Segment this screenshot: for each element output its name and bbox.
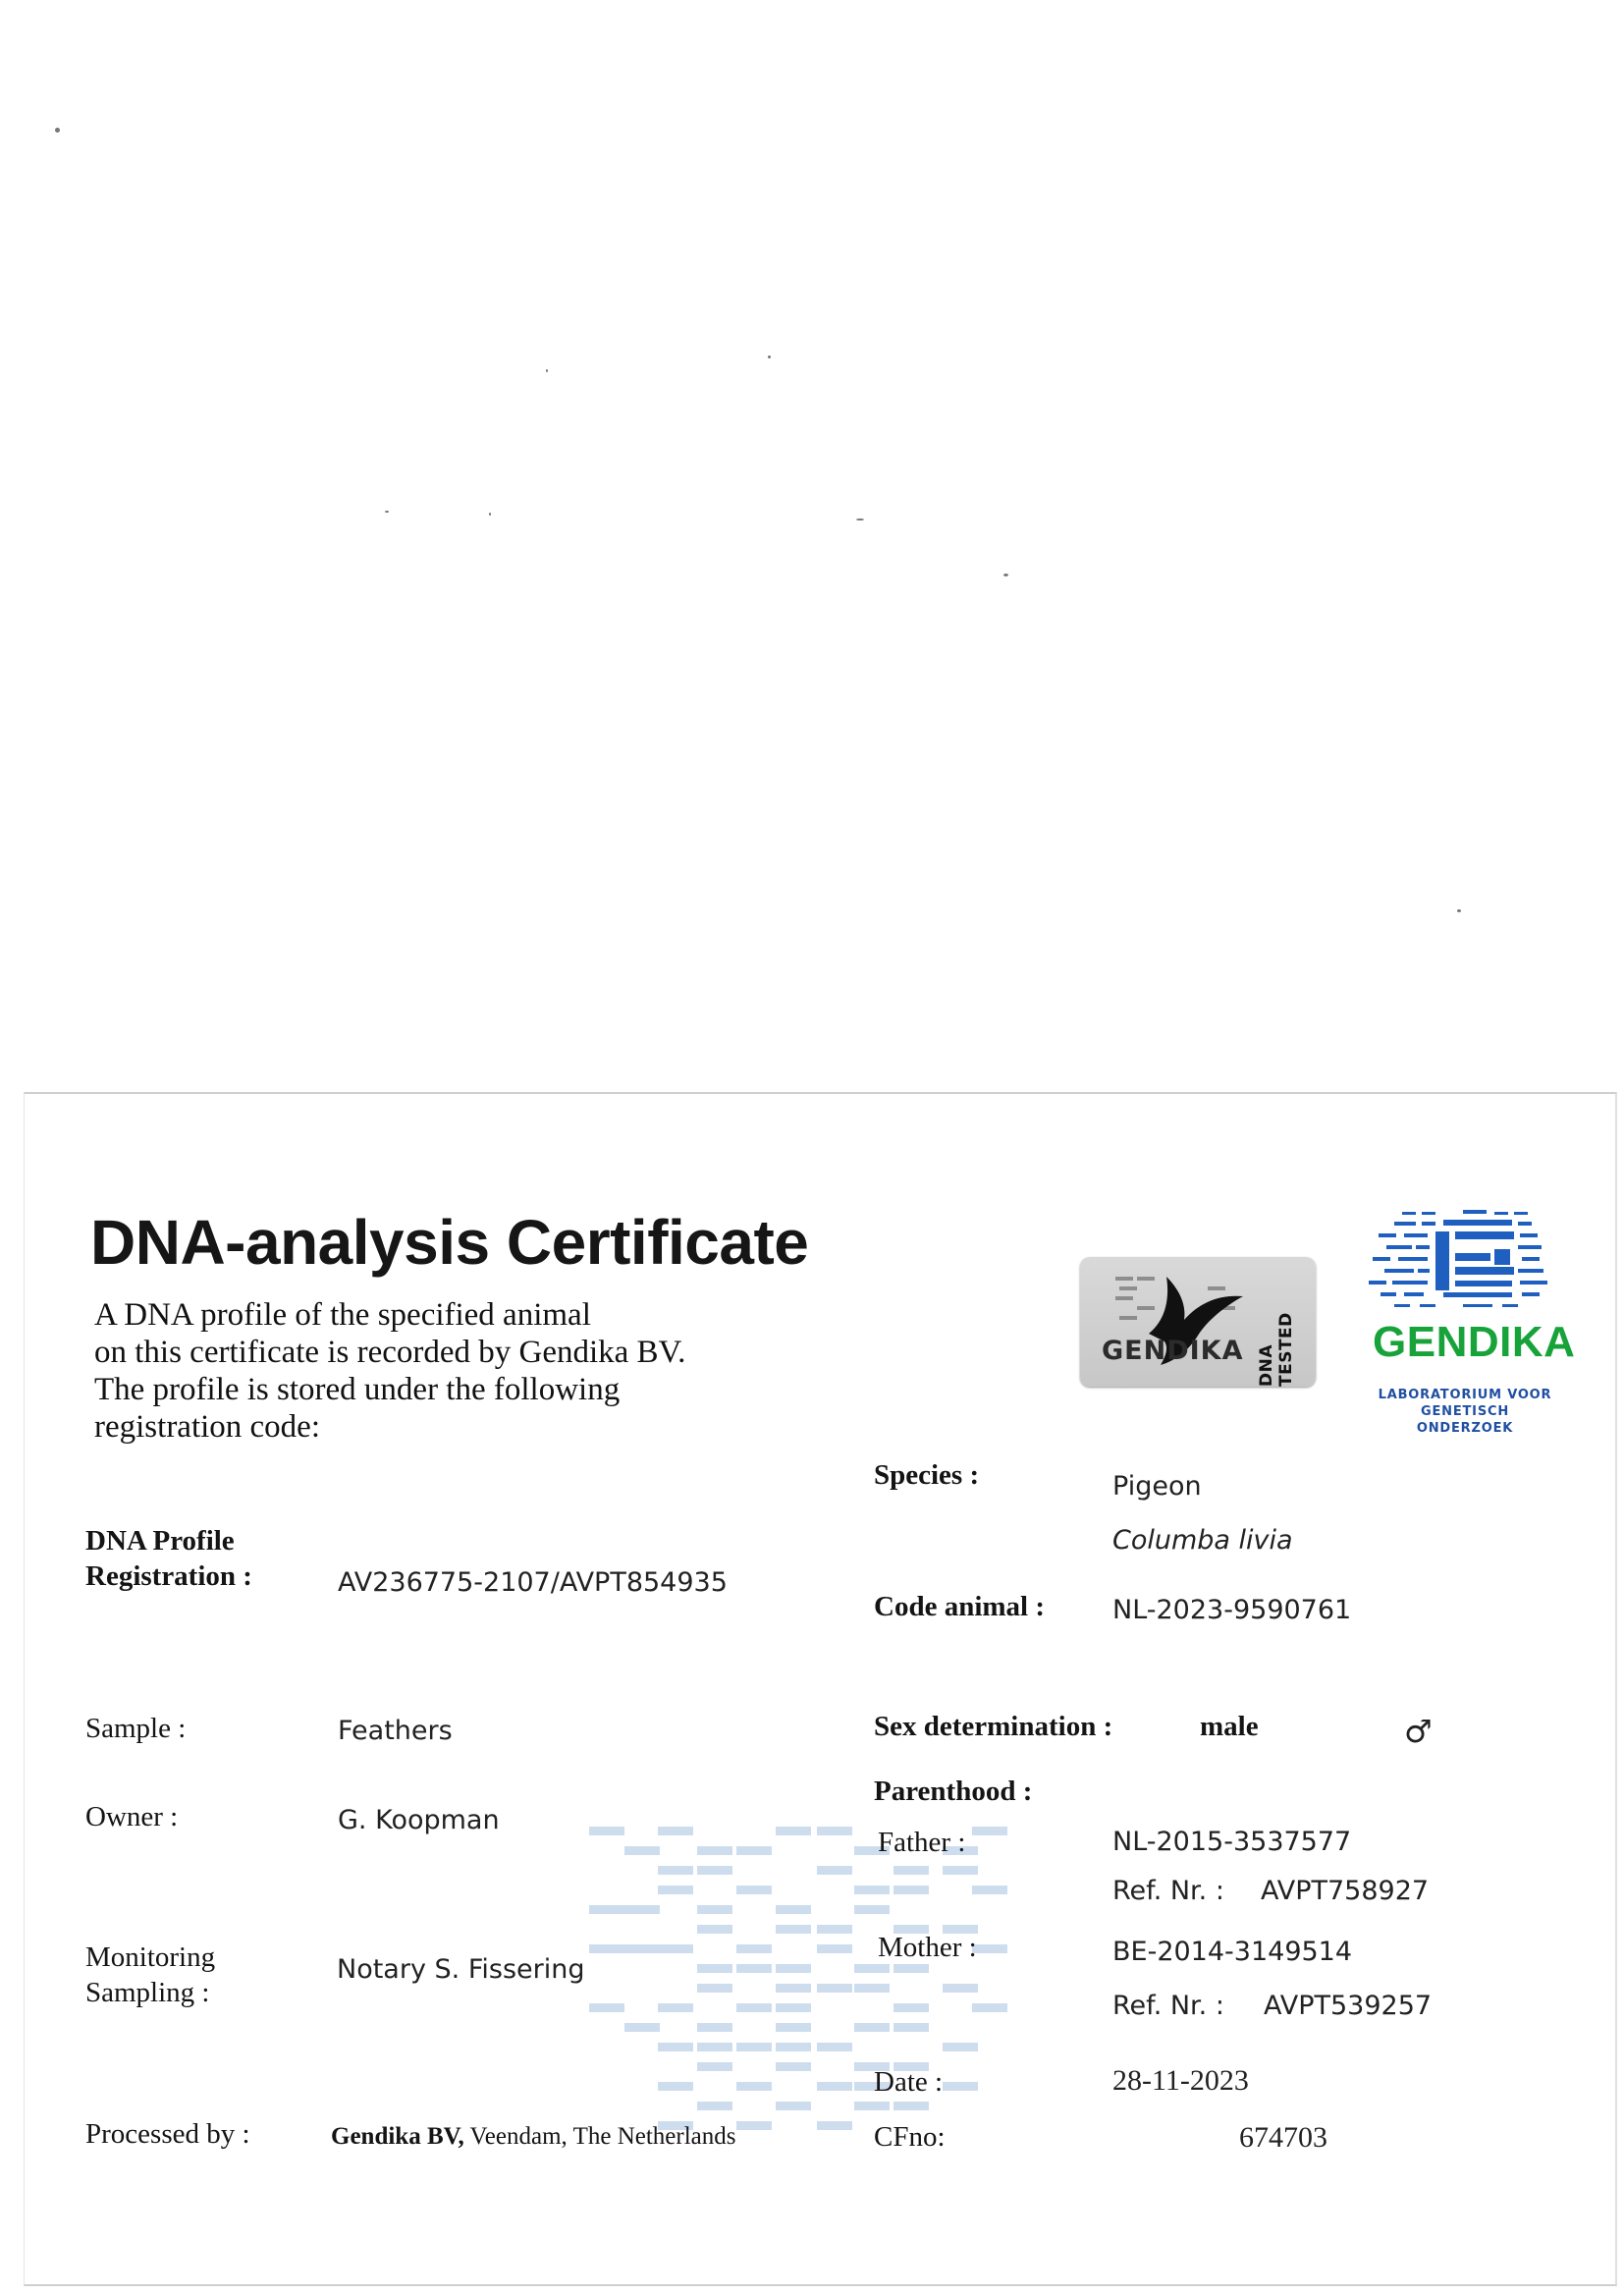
owner-label: Owner : [85, 1801, 179, 1832]
processed-by-label: Processed by : [85, 2118, 250, 2150]
father-ref-label: Ref. Nr. : [1112, 1876, 1224, 1906]
scan-speck [1457, 909, 1461, 912]
male-symbol-icon: ♂ [1404, 1713, 1433, 1750]
gendika-logo-grid-icon [1365, 1208, 1561, 1314]
father-value: NL-2015-3537577 [1112, 1827, 1352, 1857]
intro-line: registration code: [94, 1409, 321, 1445]
intro-paragraph [94, 1296, 782, 1446]
cfno-label: CFno: [874, 2121, 946, 2153]
scan-speck [489, 513, 491, 516]
scan-speck [55, 128, 60, 133]
scan-speck [1003, 574, 1008, 576]
father-label: Father : [878, 1827, 966, 1858]
scan-speck [856, 519, 864, 520]
dna-profile-label: DNA Profile [85, 1525, 235, 1557]
owner-value: G. Koopman [338, 1805, 500, 1835]
badge-brand-text: GENDIKA [1102, 1336, 1244, 1366]
processed-by-location: Veendam, The Netherlands [463, 2123, 736, 2150]
processed-by-value [331, 2123, 736, 2151]
certificate-title: DNA-analysis Certificate [90, 1207, 809, 1278]
dna-tested-badge [1080, 1257, 1316, 1387]
registration-label: Registration : [85, 1560, 252, 1592]
dna-profile-registration-value: AV236775-2107/AVPT854935 [338, 1567, 728, 1598]
logo-subtitle-line: GENETISCH ONDERZOEK [1416, 1404, 1514, 1436]
gendika-logo-subtitle [1377, 1387, 1553, 1437]
monitoring-label: Monitoring [85, 1941, 216, 1973]
species-common-name: Pigeon [1112, 1471, 1202, 1502]
mother-value: BE-2014-3149514 [1112, 1937, 1353, 1967]
mother-ref-value: AVPT539257 [1264, 1991, 1433, 2021]
logo-subtitle-line: LABORATORIUM VOOR [1378, 1388, 1552, 1402]
sampling-label: Sampling : [85, 1977, 210, 2008]
date-label: Date : [874, 2066, 944, 2098]
code-animal-value: NL-2023-9590761 [1112, 1595, 1352, 1625]
sample-value: Feathers [338, 1716, 453, 1746]
scan-speck [546, 369, 548, 372]
species-latin-name: Columba livia [1112, 1525, 1293, 1556]
background-watermark-pattern [550, 1817, 1100, 2170]
parenthood-label: Parenthood : [874, 1776, 1033, 1807]
sample-label: Sample : [85, 1713, 187, 1744]
code-animal-label: Code animal : [874, 1591, 1045, 1622]
mother-label: Mother : [878, 1932, 977, 1963]
date-value: 28-11-2023 [1112, 2064, 1249, 2097]
sex-determination-label: Sex determination : [874, 1711, 1113, 1742]
intro-line: A DNA profile of the specified animal [94, 1297, 591, 1333]
processed-by-company: Gendika BV, [331, 2123, 464, 2150]
gendika-logo-name: GENDIKA [1373, 1318, 1576, 1366]
species-label: Species : [874, 1459, 980, 1491]
sex-value: male [1200, 1711, 1259, 1742]
father-ref-value: AVPT758927 [1261, 1876, 1430, 1906]
scan-speck [768, 355, 771, 358]
cfno-value: 674703 [1239, 2121, 1327, 2154]
badge-dna-tested-text: DNA TESTED [1257, 1312, 1296, 1387]
scan-speck [385, 511, 389, 513]
intro-line: The profile is stored under the following [94, 1372, 621, 1407]
mother-ref-label: Ref. Nr. : [1112, 1991, 1224, 2021]
intro-line: on this certificate is recorded by Gendika BV. [94, 1335, 686, 1370]
monitoring-sampling-value: Notary S. Fissering [337, 1954, 585, 1985]
